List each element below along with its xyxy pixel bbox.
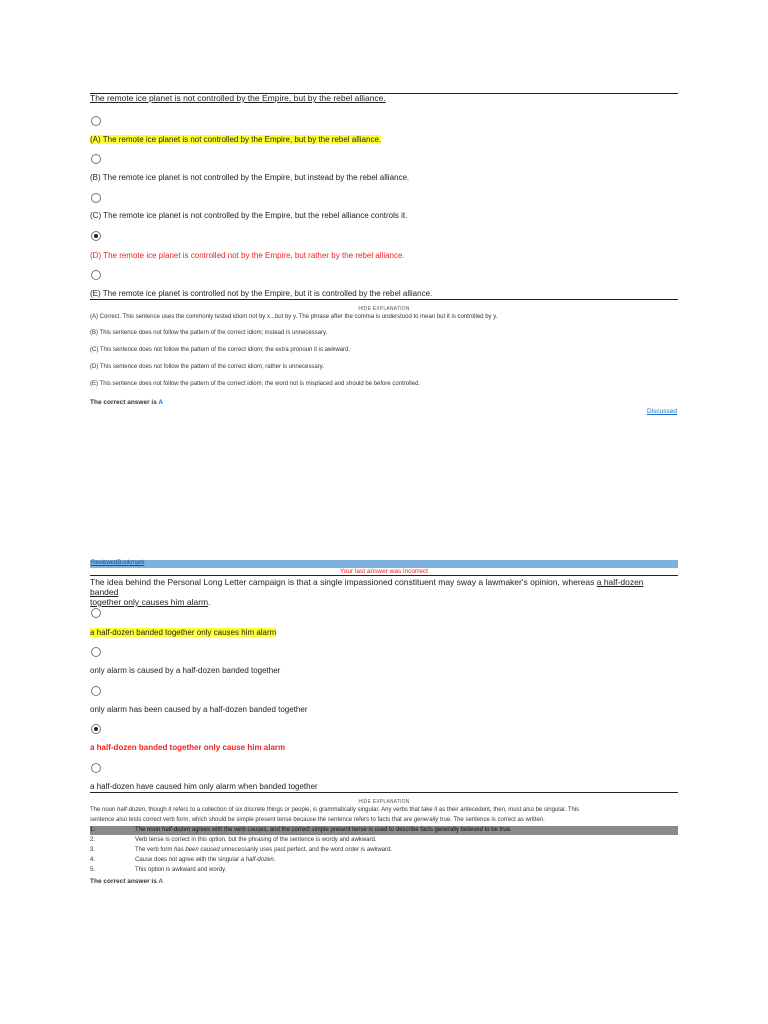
- q2-option-c-text[interactable]: only alarm has been caused by a half-dozen banded together: [90, 705, 308, 714]
- q2-correct-answer: [90, 878, 163, 885]
- q2-intro2-b: true. The sentence is correct as written.: [438, 817, 545, 823]
- row-3-italic: has been caused: [174, 847, 220, 853]
- q2-option-e-radio[interactable]: [91, 763, 101, 773]
- row-4-b: does not agree with the singular: [152, 857, 241, 863]
- row-5-number: 5.: [90, 867, 96, 873]
- q2-status-message: Your last answer was incorrect: [340, 568, 428, 575]
- q2-explanation-row-2: [90, 836, 678, 845]
- q2-intro2-a: sentence also tests correct verb form, which should be simple present tense because the sentence refers to facts that are: [90, 817, 414, 823]
- q2-option-c-radio[interactable]: [91, 686, 101, 696]
- q2-option-a-text[interactable]: a half-dozen banded together only causes him alarm: [90, 628, 277, 637]
- q1-option-e-text[interactable]: (E) The remote ice planet is controlled not by the Empire, but it is controlled by the rebel alliance.: [90, 289, 433, 298]
- row-1-italic-2: causes: [247, 827, 267, 833]
- q1-answer-letter: A: [158, 399, 164, 406]
- row-1-b: agrees with the verb: [190, 827, 248, 833]
- q1-option-b-text[interactable]: (B) The remote ice planet is not controlled by the Empire, but instead by the rebel alliance.: [90, 173, 410, 182]
- q1-option-d-radio[interactable]: [91, 231, 101, 241]
- q1-option-c-radio[interactable]: [91, 193, 101, 203]
- row-3-text: [135, 847, 392, 853]
- q1-option-a-radio[interactable]: [91, 116, 101, 126]
- q2-explanation-row-3: [90, 846, 678, 855]
- q2-option-b-radio[interactable]: [91, 647, 101, 657]
- q1-option-c-text[interactable]: (C) The remote ice planet is not controlled by the Empire, but the rebel alliance controls it.: [90, 211, 408, 220]
- q1-bottom-rule: [90, 299, 678, 300]
- q1-explanation-d: (D) This sentence does not follow the pattern of the correct idiom; rather is unnecessary.: [90, 364, 324, 370]
- q2-option-b-text[interactable]: only alarm is caused by a half-dozen banded together: [90, 666, 281, 675]
- row-5-text: This option is awkward and wordy.: [135, 867, 227, 873]
- q1-explanation-b: (B) This sentence does not follow the pattern of the correct idiom; instead is unnecessary.: [90, 330, 328, 336]
- row-4-c: .: [273, 857, 276, 863]
- q2-stem: [90, 577, 670, 607]
- q2-stem-prefix: The idea behind the Personal Long Letter campaign is that a single impassioned constituent may sway a lawmaker's opinion, whereas: [90, 577, 595, 587]
- q2-intro1-b: , though it refers to a collection of six discrete things or people, is grammatically singular. Any verbs that take it as their antecedent, then, must also be singular. This: [145, 807, 580, 813]
- row-1-a: The noun: [135, 827, 163, 833]
- row-3-b: unnecessarily uses past perfect, and the word order is awkward.: [219, 847, 393, 853]
- row-2-number: 2.: [90, 837, 96, 843]
- q1-hide-explanation-link[interactable]: HIDE EXPLANATION: [358, 306, 410, 312]
- row-4-italic-2: a half-dozen: [240, 857, 274, 863]
- q2-top-rule: [90, 575, 678, 576]
- q1-discussed-label[interactable]: Discussed: [647, 408, 677, 415]
- q2-reviewed-bookmark-label[interactable]: ReviewedBookmark: [91, 560, 145, 566]
- q2-option-a-radio[interactable]: [91, 608, 101, 618]
- q2-reviewed-bookmark-link[interactable]: [91, 560, 144, 566]
- q1-explanation-c: (C) This sentence does not follow the pattern of the correct idiom; the extra pronoun it is awkward.: [90, 347, 351, 353]
- q2-explanation-intro-line2: [90, 817, 545, 823]
- row-4-text: [135, 857, 275, 863]
- q1-discussed-link[interactable]: [600, 408, 677, 415]
- q2-intro1-italic: half-dozen: [117, 807, 146, 813]
- q1-option-b-radio[interactable]: [91, 154, 101, 164]
- q2-option-d-text[interactable]: a half-dozen banded together only cause him alarm: [90, 743, 286, 752]
- q2-bottom-rule: [90, 792, 678, 793]
- q2-explanation-row-5: [90, 866, 678, 875]
- q1-answer-label: The correct answer is: [90, 399, 157, 406]
- q2-toolbar-bar: [90, 560, 678, 568]
- q2-stem-underlined-1: a half-dozen banded: [90, 577, 644, 597]
- q2-option-e-text[interactable]: a half-dozen have caused him only alarm when banded together: [90, 782, 318, 791]
- q2-option-d-radio[interactable]: [91, 724, 101, 734]
- q2-explanation-row-4: [90, 856, 678, 865]
- row-4-italic-1: Cause: [135, 857, 153, 863]
- row-1-text: [135, 827, 512, 833]
- q2-stem-underlined-2: together only causes him alarm: [90, 597, 209, 607]
- q1-option-e-radio[interactable]: [91, 270, 101, 280]
- row-1-c: , and the correct simple present tense is used to describe facts generally believed to be true.: [266, 827, 512, 833]
- row-3-a: The verb form: [135, 847, 175, 853]
- q2-intro1-a: The noun: [90, 807, 118, 813]
- q1-stem: The remote ice planet is not controlled by the Empire, but by the rebel alliance.: [90, 93, 386, 103]
- q1-option-d-text[interactable]: (D) The remote ice planet is controlled not by the Empire, but rather by the rebel alliance.: [90, 251, 405, 260]
- q1-correct-answer: [90, 399, 163, 406]
- q1-explanation-e: (E) This sentence does not follow the pattern of the correct idiom; the word not is misplaced and should be before controlled.: [90, 381, 421, 387]
- q2-stem-suffix: .: [208, 597, 211, 607]
- row-3-number: 3.: [90, 847, 96, 853]
- q2-explanation-intro-line1: [90, 807, 579, 813]
- q1-explanation-a: (A) Correct. This sentence uses the commonly tested idiom not by x...but by y. The phrase after the comma is understood to mean but it is controlled by y.: [90, 314, 498, 320]
- q2-answer-letter: A: [158, 878, 164, 885]
- q2-answer-label: The correct answer is: [90, 878, 157, 885]
- q1-option-a-text[interactable]: (A) The remote ice planet is not controlled by the Empire, but by the rebel alliance.: [90, 135, 382, 144]
- q2-hide-explanation-link[interactable]: HIDE EXPLANATION: [358, 799, 410, 805]
- row-1-number: 1.: [90, 827, 96, 833]
- q2-intro2-italic: generally: [413, 817, 439, 823]
- row-4-number: 4.: [90, 857, 96, 863]
- row-2-text: Verb tense is correct in this option, but the phrasing of the sentence is wordy and awkward.: [135, 837, 377, 843]
- q2-explanation-row-1: [90, 826, 678, 835]
- row-1-italic-1: half-dozen: [162, 827, 191, 833]
- q1-top-rule: [90, 93, 678, 94]
